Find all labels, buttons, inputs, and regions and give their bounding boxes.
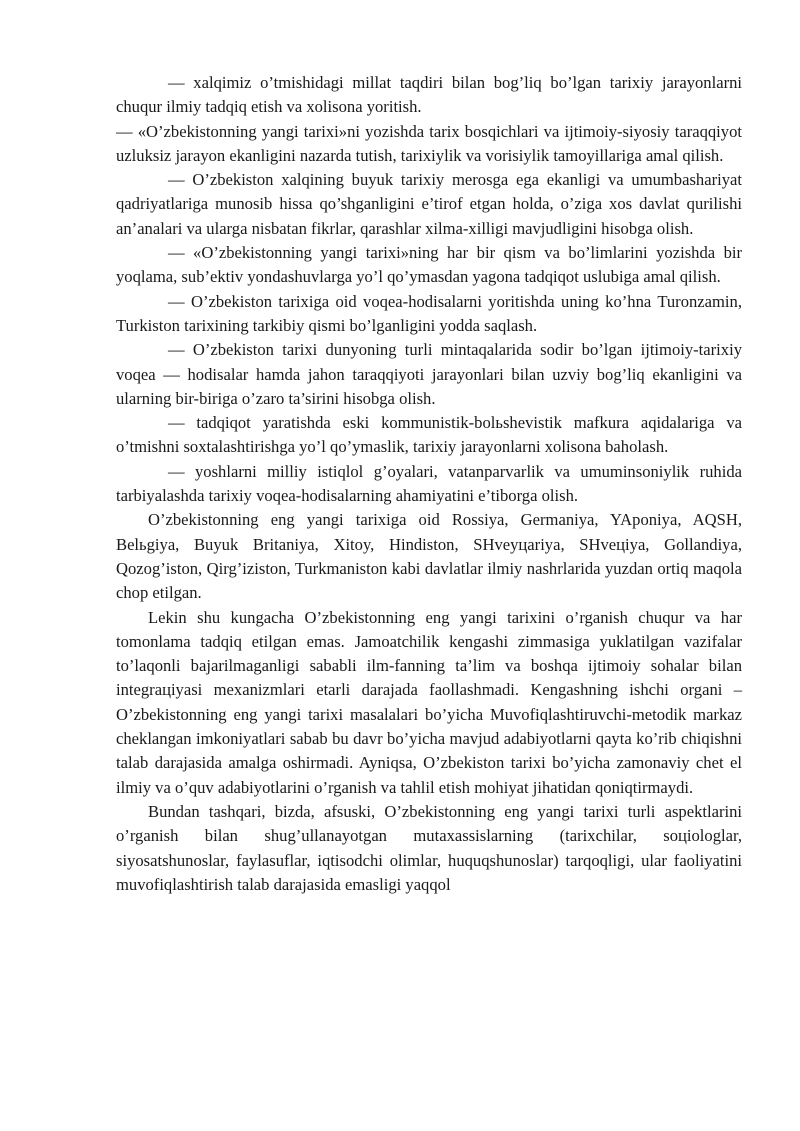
list-item-1: — xalqimiz o’tmishidagi millat taqdiri bilan bog’liq bo’lgan tarixiy jarayonlarni chuqur ilmiy tadqiq etish va xolisona yoritish.	[116, 73, 742, 117]
paragraph-foreign-publications: O’zbekistonning eng yangi tarixiga oid Rossiya, Germaniya, YAponiya, AQSH, Belьgiya, Buyuk Britaniya, Xitoy, Hindiston, SHveyцariya, SHveцiya, Gollandiya, Qozog’iston, Qirg’iziston, Turkmaniston kabi davlatlar ilmiy nashrlarida yuzdan ortiq maqola chop etilgan.	[116, 510, 742, 603]
document-page	[116, 71, 742, 897]
list-item-7: — tadqiqot yaratishda eski kommunistik-bolьshevistik mafkura aqidalariga va o’tmishni soxtalashtirishga yo’l qo’ymaslik, tarixiy jarayonlarni xolisona baholash.	[116, 413, 742, 457]
list-item-3: — O’zbekiston xalqining buyuk tarixiy merosga ega ekanligi va umumbashariyat qadriyatlariga munosib hissa qo’shganligini e’tirof etgan holda, o’ziga xos davlat qurilishi an’analari va ularga nisbatan fikrlar, qarashlar xilma-xilligi mavjudligini hisobga olish.	[116, 170, 742, 238]
list-item-5: — O’zbekiston tarixiga oid voqea-hodisalarni yoritishda uning ko’hna Turonzamin, Turkiston tarixining tarkibiy qismi bo’lganligini yodda saqlash.	[116, 291, 742, 335]
list-item-8: — yoshlarni milliy istiqlol g’oyalari, vatanparvarlik va umuminsoniylik ruhida tarbiyalashda tarixiy voqea-hodisalarning ahamiyatini e’tiborga olish.	[116, 461, 742, 506]
list-item-2: — «O’zbekistonning yangi tarixi»ni yozishda tarix bosqichlari va ijtimoiy-siyosiy taraqqiyot uzluksiz jarayon ekanligini nazarda tutish, tarixiylik va vorisiylik tamoyillariga amal qilish.	[116, 121, 742, 165]
list-item-4: — «O’zbekistonning yangi tarixi»ning har bir qism va bo’limlarini yozishda bir yoqlama, sub’ektiv yondashuvlarga yo’l qo’ymasdan yagona tadqiqot uslubiga amal qilish.	[116, 243, 742, 287]
paragraph-specialists: Bundan tashqari, bizda, afsuski, O’zbekistonning eng yangi tarixi turli aspektlarini o’rganish bilan shug’ullanayotgan mutaxassislarning (tarixchilar, soцiologlar, siyosatshunoslar, faylasuflar, iqtisodchi olimlar, huquqshunoslar) tarqoqligi, ular faoliyatini muvofiqlashtirish talab darajasida emasligi yaqqol	[116, 801, 742, 894]
paragraph-research-gaps: Lekin shu kungacha O’zbekistonning eng yangi tarixini o’rganish chuqur va har tomonlama tadqiq etilgan emas. Jamoatchilik kengashi zimmasiga yuklatilgan vazifalar to’laqonli bajarilmaganligi sababli ilm-fanning ta’lim va boshqa ijtimoiy sohalar bilan integraцiyasi mexanizmlari etarli darajada faollashmadi. Kengashning ishchi organi – O’zbekistonning eng yangi tarixi masalalari bo’yicha Muvofiqlashtiruvchi-metodik markaz cheklangan imkoniyatlari sabab bu davr bo’yicha mavjud adabiyotlarni qayta ko’rib chiqishni talab darajasida amalga oshirmadi. Ayniqsa, O’zbekiston tarixi bo’yicha zamonaviy chet el ilmiy va o’quv adabiyotlarini o’rganish va tahlil etish mohiyat jihatidan qoniqtirmaydi.	[116, 607, 742, 797]
list-item-6: — O’zbekiston tarixi dunyoning turli mintaqalarida sodir bo’lgan ijtimoiy-tarixiy voqea — hodisalar hamda jahon taraqqiyoti jarayonlari bilan uzviy bog’liq ekanligini va ularning bir-biriga o’zaro ta’sirini hisobga olish.	[116, 340, 742, 408]
